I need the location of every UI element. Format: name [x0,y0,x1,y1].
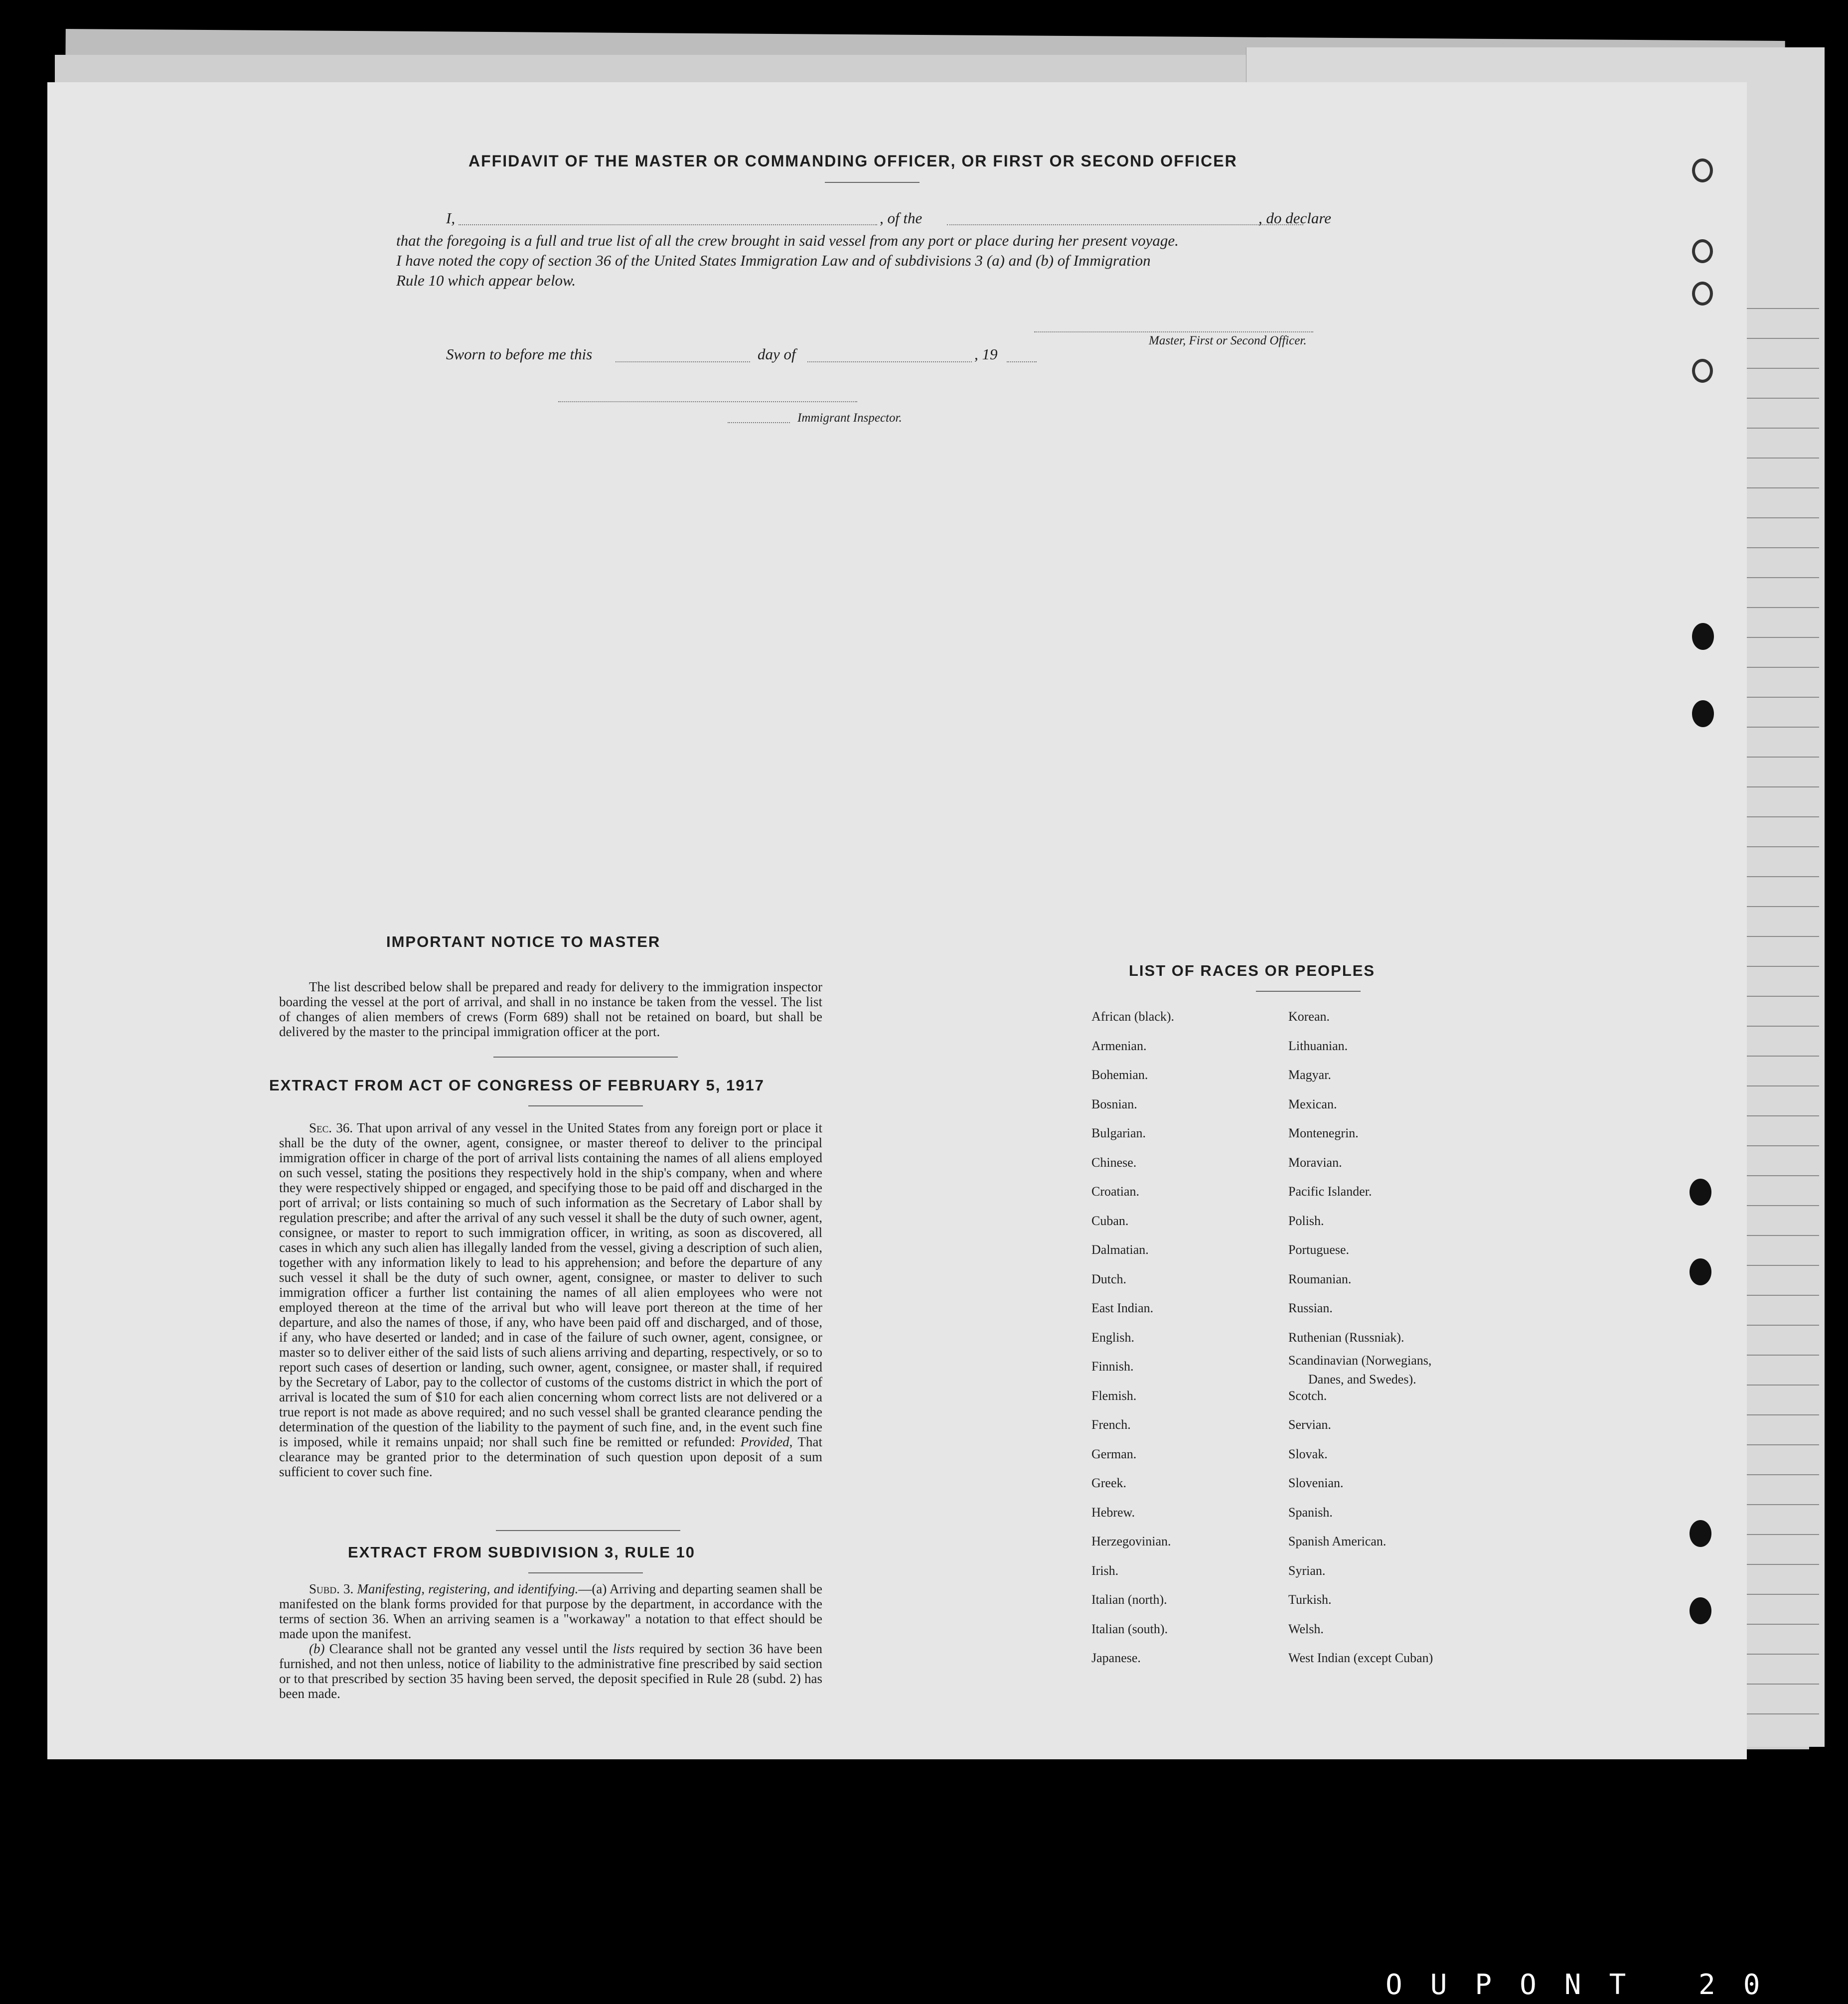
act-paragraph [279,1120,822,1479]
race-item: Pacific Islander. [1288,1184,1372,1199]
race-item: Montenegrin. [1288,1126,1359,1140]
affidavit-line-2: I have noted the copy of section 36 of the United States Immigration Law and of subdivisions 3 (a) and (b) of Immigration [396,252,1151,269]
race-item: Servian. [1288,1417,1331,1432]
b-text-1: Clearance shall not be granted any vessel until the [329,1641,609,1656]
sworn-text: Sworn to before me this [446,345,593,363]
ruled-sheet-edge [1744,279,1819,1724]
provided-term: Provided, [740,1434,793,1449]
race-item: English. [1091,1330,1134,1345]
a-text: Arriving and departing seamen shall be manifested on the blank forms provided for that purpose by the department, in accordance with the terms of section 36. When an arriving seamen is a "workaway" a notation to that effect should be made upon the manifest. [279,1581,822,1641]
race-item: Magyar. [1288,1068,1331,1082]
race-item: Spanish American. [1288,1534,1386,1548]
race-item: Scotch. [1288,1388,1327,1403]
signature-line[interactable] [1034,331,1313,332]
race-item: Slovak. [1288,1446,1328,1461]
rule-title: EXTRACT FROM SUBDIVISION 3, RULE 10 [348,1543,695,1561]
race-item: French. [1091,1417,1131,1432]
race-item: Dalmatian. [1091,1242,1149,1257]
race-item: Italian (north). [1091,1592,1167,1607]
affidavit-of-the: , of the [880,209,923,227]
notice-title: IMPORTANT NOTICE TO MASTER [386,933,661,950]
affidavit-line-1: that the foregoing is a full and true list of all the crew brought in said vessel from any port or place during her present voyage. [396,232,1179,249]
race-item: Bohemian. [1091,1068,1148,1082]
rule-paragraph-a [279,1581,822,1641]
race-item: Roumanian. [1288,1271,1352,1286]
affidavit-do-declare: , do declare [1258,209,1332,227]
notice-text [279,979,822,1039]
act-rule [528,1105,643,1106]
binder-hole [1690,1597,1711,1624]
race-item: Russian. [1288,1301,1333,1315]
races-title: LIST OF RACES OR PEOPLES [1129,962,1376,979]
race-item: Irish. [1091,1563,1119,1578]
race-item: Hebrew. [1091,1505,1135,1520]
races-rule [1256,991,1361,992]
binder-hole [1692,623,1714,650]
b-lists: lists [613,1641,635,1656]
sworn-day-field[interactable] [616,361,750,362]
race-item: Lithuanian. [1288,1038,1348,1053]
signature-label: Master, First or Second Officer. [1149,334,1307,347]
race-item: Syrian. [1288,1563,1326,1578]
sworn-month-field[interactable] [807,361,972,362]
act-title: EXTRACT FROM ACT OF CONGRESS OF FEBRUARY 5, 1917 [269,1077,765,1094]
document-page [47,82,1747,1759]
subd-heading: Manifesting, registering, and identifying. [357,1581,579,1596]
race-item: Polish. [1288,1213,1324,1228]
binder-hole [1692,359,1713,383]
binder-hole [1690,1179,1711,1206]
race-item: Portuguese. [1288,1242,1350,1257]
binder-hole [1692,282,1713,306]
inspector-label: Immigrant Inspector. [797,411,902,425]
sec-label: Sec. 36. [309,1120,353,1135]
race-item: Bosnian. [1091,1096,1137,1111]
race-item: Herzegovinian. [1091,1534,1171,1548]
name-field[interactable] [459,224,877,225]
race-item: German. [1091,1446,1137,1461]
notice-rule [493,1057,678,1058]
race-item: Cuban. [1091,1213,1129,1228]
affidavit-i: I, [446,209,456,227]
race-item: West Indian (except Cuban) [1288,1651,1433,1665]
race-item: Bulgarian. [1091,1126,1146,1140]
inspector-line-2 [728,422,790,423]
binder-hole [1692,158,1713,182]
act-text [279,1120,822,1479]
title-rule [825,182,920,183]
binder-hole [1690,1520,1711,1547]
race-item: Croatian. [1091,1184,1140,1199]
sworn-year-field[interactable] [1007,361,1037,362]
b-text-2: required by section 36 have been furnished, and not then unless, notice of liability to the administrative fine prescribed by said section or to that prescribed by section 35 having been served, the deposit specified in Rule 28 (subd. 2) has been made. [279,1641,823,1701]
act-end-rule [496,1530,680,1531]
race-item: Chinese. [1091,1155,1137,1170]
affidavit-line-3: Rule 10 which appear below. [396,272,576,289]
race-item: Moravian. [1288,1155,1342,1170]
act-body: That upon arrival of any vessel in the United States from any foreign port or place it shall be the duty of the owner, agent, consignee, or master thereof to deliver to the principal immigration officer in charge of the port of arrival lists containing the names of all aliens employed on such vessel, stating the positions they respectively hold in the ship's company, when and where they were respectively shipped or engaged, and specifying those to be paid off and discharged in the port of arrival; or lists containing so much of such information as the Secretary of Labor shall by regulation prescribe; and after the arrival of any such vessel it shall be the duty of such owner, agent, consignee, or master to report to such immigration officer, in writing, as soon as discovered, all cases in which any such alien has illegally landed from the vessel, giving a description of such alien, together with any information likely to lead to his apprehension; and before the departure of any such vessel it shall be the duty of such owner, agent, consignee, or master to deliver to such immigration officer a further list containing the names of all alien employees who were not employed thereon at the time of the arrival but who will leave port thereon at the time of her departure, and also the names of those, if any, who have been paid off and discharged, and of those, if any, who have deserted or landed; and in case of the failure of such owner, agent, consignee, or master so to deliver either of the said lists of such aliens arriving and departing, respectively, or so to report such cases of desertion or landing, such owner, agent, consignee, or master shall, if required by the Secretary of Labor, pay to the collector of customs of the customs district in which the port of arrival is located the sum of $10 for each alien concerning whom correct lists are not delivered or a true report is not made as above required; and no such vessel shall be granted clearance pending the determination of the question of the liability to the payment of such fine, and, in the event such fine is imposed, while it remains unpaid; nor shall such fine be remitted or refunded: [279,1120,823,1449]
vessel-field[interactable] [947,224,1303,225]
a-label: —(a) [578,1581,607,1596]
act-body-end: That clearance may be granted prior to the determination of such question upon deposit of a sum sufficient to cover such fine. [279,1434,823,1479]
race-item: Turkish. [1288,1592,1332,1607]
year-text: , 19 [974,345,998,363]
race-item: Spanish. [1288,1505,1333,1520]
race-item: Ruthenian (Russniak). [1288,1330,1404,1345]
binder-hole [1692,700,1714,727]
race-item: Mexican. [1288,1096,1337,1111]
race-item: Scandinavian (Norwegians, [1288,1353,1432,1368]
race-item: Finnish. [1091,1359,1134,1374]
race-item: Welsh. [1288,1621,1324,1636]
affidavit-title: AFFIDAVIT OF THE MASTER OR COMMANDING OFFICER, OR FIRST OR SECOND OFFICER [468,152,1237,170]
rule-text [279,1581,822,1701]
notice-paragraph: The list described below shall be prepared and ready for delivery to the immigration inspector boarding the vessel at the port of arrival, and shall in no instance be taken from the vessel. The list of changes of alien members of crews (Form 689) shall not be retained on board, but shall be delivered by the master to the principal immigration officer at the port. [279,979,822,1039]
b-label: (b) [309,1641,325,1656]
binder-hole [1692,239,1713,263]
race-item: Italian (south). [1091,1621,1168,1636]
race-item: African (black). [1091,1009,1175,1024]
inspector-line[interactable] [558,401,857,402]
race-item: Flemish. [1091,1388,1137,1403]
rule-paragraph-b [279,1641,822,1701]
race-item: East Indian. [1091,1301,1154,1315]
film-stamp: OUPONT 20 [1386,1969,1788,2001]
race-item: Japanese. [1091,1651,1141,1665]
race-item: Korean. [1288,1009,1330,1024]
race-item: Slovenian. [1288,1476,1344,1490]
race-item: Greek. [1091,1476,1127,1490]
binder-hole [1690,1258,1711,1285]
race-item: Dutch. [1091,1271,1127,1286]
day-of-text: day of [758,345,796,363]
race-item: Armenian. [1091,1038,1147,1053]
rule-title-rule [528,1572,643,1573]
subd-label: Subd. 3. [309,1581,354,1596]
race-item: Danes, and Swedes). [1308,1372,1416,1387]
